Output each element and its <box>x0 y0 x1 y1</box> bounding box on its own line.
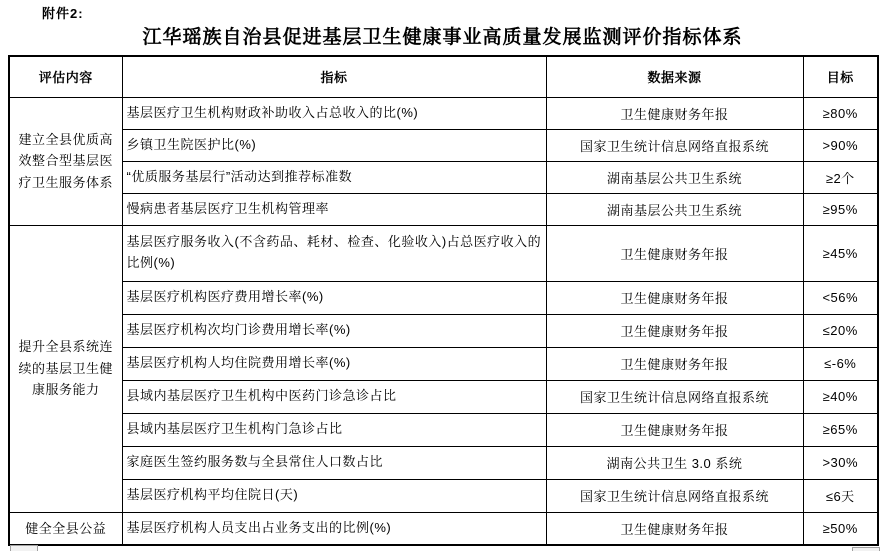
table-row <box>9 413 878 446</box>
indicator-cell: 慢病患者基层医疗卫生机构管理率 <box>122 193 546 225</box>
target-cell: ≥45% <box>803 225 878 281</box>
indicator-cell: 基层医疗机构人员支出占业务支出的比例(%) <box>122 512 546 545</box>
table-row <box>9 512 878 545</box>
target-cell: ≥65% <box>803 413 878 446</box>
table-row <box>9 129 878 161</box>
group-label-service-capacity: 提升全县系统连续的基层卫生健康服务能力 <box>9 225 122 512</box>
attachment-label: 附件2: <box>42 6 84 21</box>
table-row <box>9 281 878 314</box>
target-cell: ≤6天 <box>803 479 878 512</box>
source-cell: 卫生健康财务年报 <box>546 97 803 129</box>
target-cell: ≥50% <box>803 512 878 545</box>
indicator-cell: 基层医疗机构次均门诊费用增长率(%) <box>122 314 546 347</box>
col-header-evaluation-content: 评估内容 <box>9 56 122 97</box>
indicator-cell: 乡镇卫生院医护比(%) <box>122 129 546 161</box>
page-title: 江华瑶族自治县促进基层卫生健康事业高质量发展监测评价指标体系 <box>142 27 743 48</box>
table-row <box>9 225 878 281</box>
source-cell: 卫生健康财务年报 <box>546 347 803 380</box>
target-cell: >30% <box>803 446 878 479</box>
source-cell: 湖南公共卫生 3.0 系统 <box>546 446 803 479</box>
indicator-cell: 基层医疗服务收入(不含药品、耗材、检查、化验收入)占总医疗收入的比例(%) <box>122 225 546 281</box>
table-handle-right[interactable] <box>852 547 880 551</box>
indicator-cell: 基层医疗机构医疗费用增长率(%) <box>122 281 546 314</box>
table-row <box>9 314 878 347</box>
col-header-target: 目标 <box>803 56 878 97</box>
table-row <box>9 161 878 193</box>
source-cell: 国家卫生统计信息网络直报系统 <box>546 129 803 161</box>
indicator-cell: 县域内基层医疗卫生机构中医药门诊急诊占比 <box>122 380 546 413</box>
source-cell: 国家卫生统计信息网络直报系统 <box>546 479 803 512</box>
group-label-public-welfare: 健全全县公益 <box>9 512 122 545</box>
indicator-cell: 基层医疗卫生机构财政补助收入占总收入的比(%) <box>122 97 546 129</box>
source-cell: 国家卫生统计信息网络直报系统 <box>546 380 803 413</box>
target-cell: ≤20% <box>803 314 878 347</box>
indicator-table <box>8 55 879 546</box>
table-header-row <box>9 56 878 97</box>
source-cell: 卫生健康财务年报 <box>546 413 803 446</box>
table-row <box>9 347 878 380</box>
source-cell: 卫生健康财务年报 <box>546 512 803 545</box>
group-label-service-system: 建立全县优质高效整合型基层医疗卫生服务体系 <box>9 97 122 225</box>
target-cell: ≥95% <box>803 193 878 225</box>
indicator-cell: 基层医疗机构平均住院日(天) <box>122 479 546 512</box>
table-handle-left[interactable] <box>10 545 38 551</box>
col-header-data-source: 数据来源 <box>546 56 803 97</box>
indicator-cell: “优质服务基层行”活动达到推荐标准数 <box>122 161 546 193</box>
indicator-cell: 家庭医生签约服务数与全县常住人口数占比 <box>122 446 546 479</box>
source-cell: 卫生健康财务年报 <box>546 314 803 347</box>
target-cell: ≥80% <box>803 97 878 129</box>
source-cell: 湖南基层公共卫生系统 <box>546 161 803 193</box>
table-row <box>9 97 878 129</box>
target-cell: ≥2个 <box>803 161 878 193</box>
table-row <box>9 446 878 479</box>
table-row <box>9 193 878 225</box>
target-cell: <56% <box>803 281 878 314</box>
indicator-cell: 基层医疗机构人均住院费用增长率(%) <box>122 347 546 380</box>
source-cell: 卫生健康财务年报 <box>546 281 803 314</box>
target-cell: >90% <box>803 129 878 161</box>
target-cell: ≤-6% <box>803 347 878 380</box>
table-row <box>9 380 878 413</box>
indicator-cell: 县域内基层医疗卫生机构门急诊占比 <box>122 413 546 446</box>
target-cell: ≥40% <box>803 380 878 413</box>
source-cell: 卫生健康财务年报 <box>546 225 803 281</box>
table-row <box>9 479 878 512</box>
source-cell: 湖南基层公共卫生系统 <box>546 193 803 225</box>
col-header-indicator: 指标 <box>122 56 546 97</box>
